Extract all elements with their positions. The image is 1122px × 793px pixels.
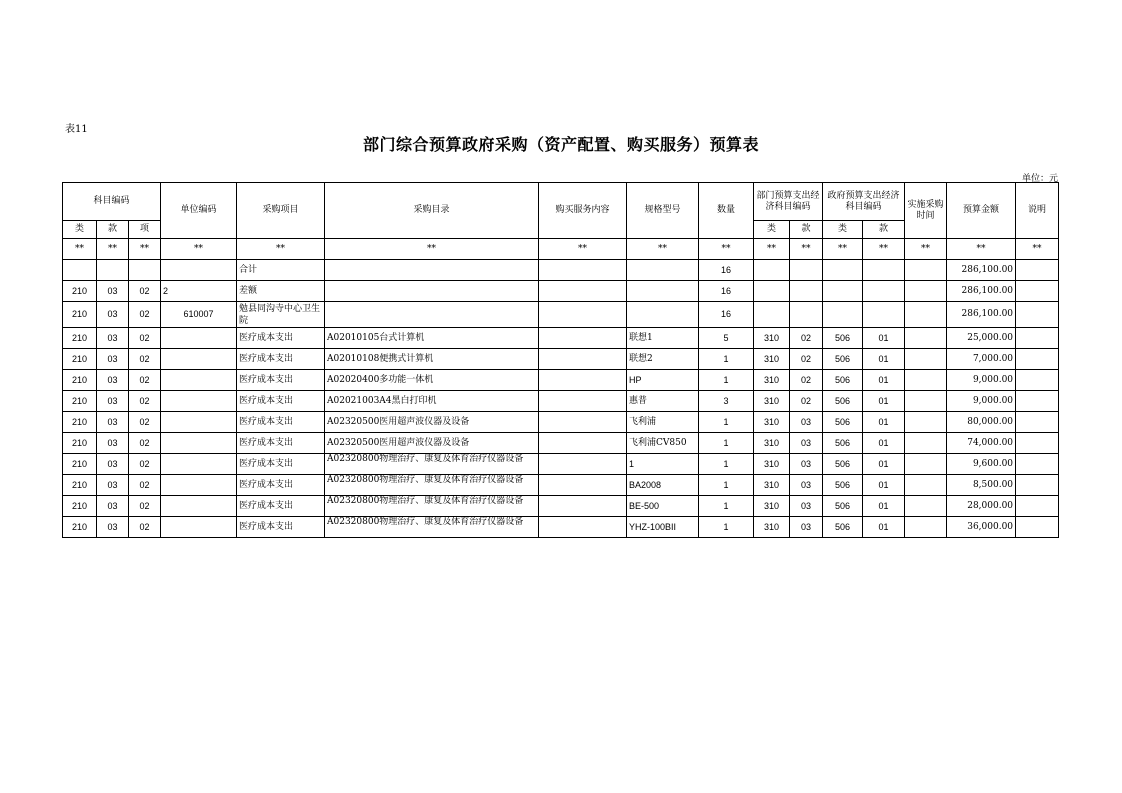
cell-unit-code [161, 475, 237, 496]
cell-amount: 286,100.00 [947, 260, 1016, 281]
cell-lei: 210 [63, 349, 97, 370]
cell-dept-lei: 310 [754, 496, 790, 517]
cell-dept-lei: 310 [754, 370, 790, 391]
cell-dept-kuan [790, 260, 823, 281]
cell-catalog [325, 260, 539, 281]
cell-dept-lei [754, 260, 790, 281]
marker-cell: ** [63, 239, 97, 260]
cell-service [539, 349, 627, 370]
marker-cell: ** [790, 239, 823, 260]
cell-project: 医疗成本支出 [237, 370, 325, 391]
cell-unit-code [161, 391, 237, 412]
header-gov-lei: 类 [823, 221, 863, 239]
cell-qty: 5 [699, 328, 754, 349]
cell-lei [63, 260, 97, 281]
marker-cell: ** [237, 239, 325, 260]
cell-project: 医疗成本支出 [237, 517, 325, 538]
cell-amount: 36,000.00 [947, 517, 1016, 538]
marker-cell: ** [1016, 239, 1059, 260]
cell-project: 合计 [237, 260, 325, 281]
header-amount: 预算金额 [947, 183, 1016, 239]
cell-xiang: 02 [129, 433, 161, 454]
cell-time [905, 328, 947, 349]
cell-qty: 1 [699, 412, 754, 433]
cell-dept-kuan: 03 [790, 433, 823, 454]
table-row [63, 496, 1059, 517]
cell-service [539, 475, 627, 496]
cell-dept-lei [754, 281, 790, 302]
cell-kuan: 03 [97, 281, 129, 302]
cell-lei: 210 [63, 328, 97, 349]
cell-lei: 210 [63, 370, 97, 391]
cell-catalog [325, 281, 539, 302]
cell-time [905, 349, 947, 370]
cell-xiang: 02 [129, 454, 161, 475]
cell-time [905, 517, 947, 538]
cell-unit-code [161, 370, 237, 391]
header-note: 说明 [1016, 183, 1059, 239]
cell-project: 勉县同沟寺中心卫生院 [237, 302, 325, 328]
cell-kuan: 03 [97, 302, 129, 328]
cell-unit-code: 2 [161, 281, 237, 302]
cell-note [1016, 260, 1059, 281]
cell-xiang: 02 [129, 328, 161, 349]
cell-note [1016, 302, 1059, 328]
cell-amount: 7,000.00 [947, 349, 1016, 370]
catalog-text: A02320800物理治疗、康复及体育治疗仪器设备 [327, 517, 524, 527]
cell-service [539, 260, 627, 281]
table-row [63, 370, 1059, 391]
cell-xiang: 02 [129, 349, 161, 370]
table-row [63, 260, 1059, 281]
cell-dept-kuan [790, 302, 823, 328]
cell-project: 医疗成本支出 [237, 349, 325, 370]
header-xiang: 项 [129, 221, 161, 239]
cell-service [539, 328, 627, 349]
cell-project: 医疗成本支出 [237, 475, 325, 496]
cell-gov-kuan [863, 281, 905, 302]
cell-unit-code [161, 349, 237, 370]
cell-dept-lei [754, 302, 790, 328]
table-row [63, 454, 1059, 475]
marker-cell: ** [161, 239, 237, 260]
cell-xiang: 02 [129, 281, 161, 302]
cell-project: 医疗成本支出 [237, 328, 325, 349]
cell-catalog: A02320500医用超声波仪器及设备 [325, 433, 539, 454]
cell-dept-lei: 310 [754, 328, 790, 349]
cell-kuan: 03 [97, 433, 129, 454]
cell-spec [627, 302, 699, 328]
cell-xiang: 02 [129, 475, 161, 496]
header-row-1 [63, 183, 1059, 221]
cell-spec: 1 [627, 454, 699, 475]
cell-time [905, 391, 947, 412]
cell-amount: 286,100.00 [947, 302, 1016, 328]
header-gov-econ: 政府预算支出经济科目编码 [823, 183, 905, 221]
cell-dept-kuan: 03 [790, 475, 823, 496]
cell-unit-code [161, 517, 237, 538]
header-service: 购买服务内容 [539, 183, 627, 239]
catalog-text: A02320800物理治疗、康复及体育治疗仪器设备 [327, 454, 524, 464]
cell-gov-lei [823, 281, 863, 302]
cell-gov-kuan [863, 260, 905, 281]
cell-unit-code [161, 412, 237, 433]
cell-unit-code [161, 454, 237, 475]
cell-time [905, 302, 947, 328]
header-subject-code: 科目编码 [63, 183, 161, 221]
cell-service [539, 302, 627, 328]
cell-amount: 8,500.00 [947, 475, 1016, 496]
cell-service [539, 454, 627, 475]
header-catalog: 采购目录 [325, 183, 539, 239]
cell-unit-code [161, 496, 237, 517]
header-project: 采购项目 [237, 183, 325, 239]
cell-amount: 74,000.00 [947, 433, 1016, 454]
cell-catalog: A02020400多功能一体机 [325, 370, 539, 391]
budget-table [62, 182, 1059, 538]
cell-gov-kuan: 01 [863, 412, 905, 433]
marker-cell: ** [699, 239, 754, 260]
cell-catalog: A02010108便携式计算机 [325, 349, 539, 370]
cell-kuan: 03 [97, 517, 129, 538]
cell-qty: 1 [699, 433, 754, 454]
table-row [63, 328, 1059, 349]
cell-spec: BA2008 [627, 475, 699, 496]
cell-catalog: A02320500医用超声波仪器及设备 [325, 412, 539, 433]
cell-project: 医疗成本支出 [237, 433, 325, 454]
cell-spec: 联想2 [627, 349, 699, 370]
cell-xiang: 02 [129, 370, 161, 391]
cell-qty: 1 [699, 496, 754, 517]
cell-dept-lei: 310 [754, 454, 790, 475]
cell-lei: 210 [63, 496, 97, 517]
cell-gov-kuan: 01 [863, 328, 905, 349]
header-gov-kuan: 款 [863, 221, 905, 239]
cell-gov-lei: 506 [823, 517, 863, 538]
cell-project: 医疗成本支出 [237, 412, 325, 433]
cell-kuan [97, 260, 129, 281]
cell-service [539, 433, 627, 454]
cell-xiang: 02 [129, 517, 161, 538]
marker-cell: ** [627, 239, 699, 260]
table-number-label: 表11 [65, 124, 88, 135]
cell-gov-kuan: 01 [863, 370, 905, 391]
cell-unit-code [161, 328, 237, 349]
cell-catalog [325, 475, 539, 496]
table-row [63, 412, 1059, 433]
table-row [63, 475, 1059, 496]
cell-gov-kuan: 01 [863, 517, 905, 538]
cell-time [905, 370, 947, 391]
cell-dept-kuan: 03 [790, 412, 823, 433]
cell-service [539, 391, 627, 412]
cell-kuan: 03 [97, 370, 129, 391]
cell-catalog: A02021003A4黑白打印机 [325, 391, 539, 412]
cell-note [1016, 454, 1059, 475]
cell-qty: 1 [699, 370, 754, 391]
marker-cell: ** [863, 239, 905, 260]
cell-qty: 1 [699, 454, 754, 475]
cell-gov-lei: 506 [823, 370, 863, 391]
cell-lei: 210 [63, 517, 97, 538]
cell-amount: 286,100.00 [947, 281, 1016, 302]
header-qty: 数量 [699, 183, 754, 239]
cell-gov-kuan: 01 [863, 475, 905, 496]
cell-time [905, 260, 947, 281]
cell-project: 医疗成本支出 [237, 496, 325, 517]
cell-note [1016, 391, 1059, 412]
cell-service [539, 281, 627, 302]
table-row [63, 302, 1059, 328]
cell-dept-kuan: 03 [790, 454, 823, 475]
header-dept-kuan: 款 [790, 221, 823, 239]
header-unit-code: 单位编码 [161, 183, 237, 239]
cell-kuan: 03 [97, 349, 129, 370]
cell-gov-kuan: 01 [863, 433, 905, 454]
header-spec: 规格型号 [627, 183, 699, 239]
cell-kuan: 03 [97, 496, 129, 517]
cell-lei: 210 [63, 281, 97, 302]
cell-time [905, 454, 947, 475]
cell-gov-kuan [863, 302, 905, 328]
cell-qty: 1 [699, 517, 754, 538]
marker-cell: ** [325, 239, 539, 260]
cell-dept-lei: 310 [754, 391, 790, 412]
cell-kuan: 03 [97, 391, 129, 412]
cell-lei: 210 [63, 475, 97, 496]
cell-time [905, 281, 947, 302]
cell-time [905, 412, 947, 433]
cell-note [1016, 328, 1059, 349]
cell-spec: HP [627, 370, 699, 391]
cell-catalog [325, 302, 539, 328]
cell-unit-code: 610007 [161, 302, 237, 328]
cell-gov-lei [823, 260, 863, 281]
marker-row [63, 239, 1059, 260]
cell-dept-kuan: 02 [790, 370, 823, 391]
cell-spec [627, 281, 699, 302]
cell-gov-lei: 506 [823, 412, 863, 433]
cell-service [539, 412, 627, 433]
cell-lei: 210 [63, 302, 97, 328]
cell-gov-lei: 506 [823, 328, 863, 349]
cell-note [1016, 412, 1059, 433]
cell-gov-kuan: 01 [863, 454, 905, 475]
cell-project: 医疗成本支出 [237, 391, 325, 412]
cell-time [905, 475, 947, 496]
table-row [63, 517, 1059, 538]
cell-dept-lei: 310 [754, 349, 790, 370]
catalog-text: A02320800物理治疗、康复及体育治疗仪器设备 [327, 475, 524, 485]
cell-time [905, 496, 947, 517]
cell-lei: 210 [63, 454, 97, 475]
cell-kuan: 03 [97, 412, 129, 433]
cell-note [1016, 433, 1059, 454]
cell-project: 医疗成本支出 [237, 454, 325, 475]
cell-dept-lei: 310 [754, 475, 790, 496]
cell-gov-lei: 506 [823, 475, 863, 496]
cell-service [539, 517, 627, 538]
cell-dept-kuan [790, 281, 823, 302]
cell-amount: 28,000.00 [947, 496, 1016, 517]
marker-cell: ** [947, 239, 1016, 260]
cell-gov-kuan: 01 [863, 391, 905, 412]
cell-spec: YHZ-100BII [627, 517, 699, 538]
cell-dept-lei: 310 [754, 412, 790, 433]
header-dept-econ: 部门预算支出经济科目编码 [754, 183, 823, 221]
table-row [63, 433, 1059, 454]
cell-kuan: 03 [97, 454, 129, 475]
cell-dept-kuan: 03 [790, 496, 823, 517]
cell-amount: 9,600.00 [947, 454, 1016, 475]
cell-gov-lei: 506 [823, 391, 863, 412]
cell-gov-lei: 506 [823, 433, 863, 454]
cell-amount: 9,000.00 [947, 391, 1016, 412]
cell-gov-kuan: 01 [863, 349, 905, 370]
cell-note [1016, 370, 1059, 391]
cell-lei: 210 [63, 433, 97, 454]
cell-dept-kuan: 02 [790, 349, 823, 370]
cell-note [1016, 517, 1059, 538]
cell-gov-kuan: 01 [863, 496, 905, 517]
cell-qty: 16 [699, 281, 754, 302]
header-lei: 类 [63, 221, 97, 239]
cell-unit-code [161, 433, 237, 454]
cell-spec [627, 260, 699, 281]
cell-qty: 3 [699, 391, 754, 412]
cell-kuan: 03 [97, 475, 129, 496]
cell-amount: 9,000.00 [947, 370, 1016, 391]
cell-qty: 1 [699, 475, 754, 496]
header-dept-lei: 类 [754, 221, 790, 239]
cell-service [539, 370, 627, 391]
cell-qty: 16 [699, 260, 754, 281]
marker-cell: ** [129, 239, 161, 260]
cell-catalog [325, 454, 539, 475]
cell-kuan: 03 [97, 328, 129, 349]
page-title: 部门综合预算政府采购（资产配置、购买服务）预算表 [362, 135, 759, 154]
cell-catalog: A02010105台式计算机 [325, 328, 539, 349]
cell-gov-lei [823, 302, 863, 328]
cell-spec: 飞利浦CV850 [627, 433, 699, 454]
cell-note [1016, 475, 1059, 496]
cell-service [539, 496, 627, 517]
cell-catalog [325, 496, 539, 517]
cell-lei: 210 [63, 412, 97, 433]
cell-xiang: 02 [129, 496, 161, 517]
cell-amount: 25,000.00 [947, 328, 1016, 349]
cell-gov-lei: 506 [823, 454, 863, 475]
header-time: 实施采购时间 [905, 183, 947, 239]
cell-dept-lei: 310 [754, 517, 790, 538]
cell-qty: 16 [699, 302, 754, 328]
cell-amount: 80,000.00 [947, 412, 1016, 433]
cell-xiang: 02 [129, 412, 161, 433]
unit-label: 单位：元 [1021, 174, 1058, 184]
marker-cell: ** [754, 239, 790, 260]
cell-note [1016, 496, 1059, 517]
marker-cell: ** [905, 239, 947, 260]
cell-gov-lei: 506 [823, 496, 863, 517]
cell-spec: 飞利浦 [627, 412, 699, 433]
header-kuan: 款 [97, 221, 129, 239]
cell-lei: 210 [63, 391, 97, 412]
marker-cell: ** [823, 239, 863, 260]
cell-spec: 惠普 [627, 391, 699, 412]
marker-cell: ** [97, 239, 129, 260]
cell-xiang: 02 [129, 302, 161, 328]
cell-note [1016, 281, 1059, 302]
cell-xiang [129, 260, 161, 281]
cell-dept-kuan: 03 [790, 517, 823, 538]
marker-cell: ** [539, 239, 627, 260]
cell-project: 差额 [237, 281, 325, 302]
cell-catalog [325, 517, 539, 538]
table-row [63, 281, 1059, 302]
table-row [63, 349, 1059, 370]
cell-qty: 1 [699, 349, 754, 370]
table-row [63, 391, 1059, 412]
cell-time [905, 433, 947, 454]
cell-note [1016, 349, 1059, 370]
cell-spec: 联想1 [627, 328, 699, 349]
cell-dept-kuan: 02 [790, 328, 823, 349]
cell-spec: BE-500 [627, 496, 699, 517]
cell-dept-lei: 310 [754, 433, 790, 454]
cell-unit-code [161, 260, 237, 281]
cell-dept-kuan: 02 [790, 391, 823, 412]
cell-gov-lei: 506 [823, 349, 863, 370]
catalog-text: A02320800物理治疗、康复及体育治疗仪器设备 [327, 496, 524, 506]
cell-xiang: 02 [129, 391, 161, 412]
